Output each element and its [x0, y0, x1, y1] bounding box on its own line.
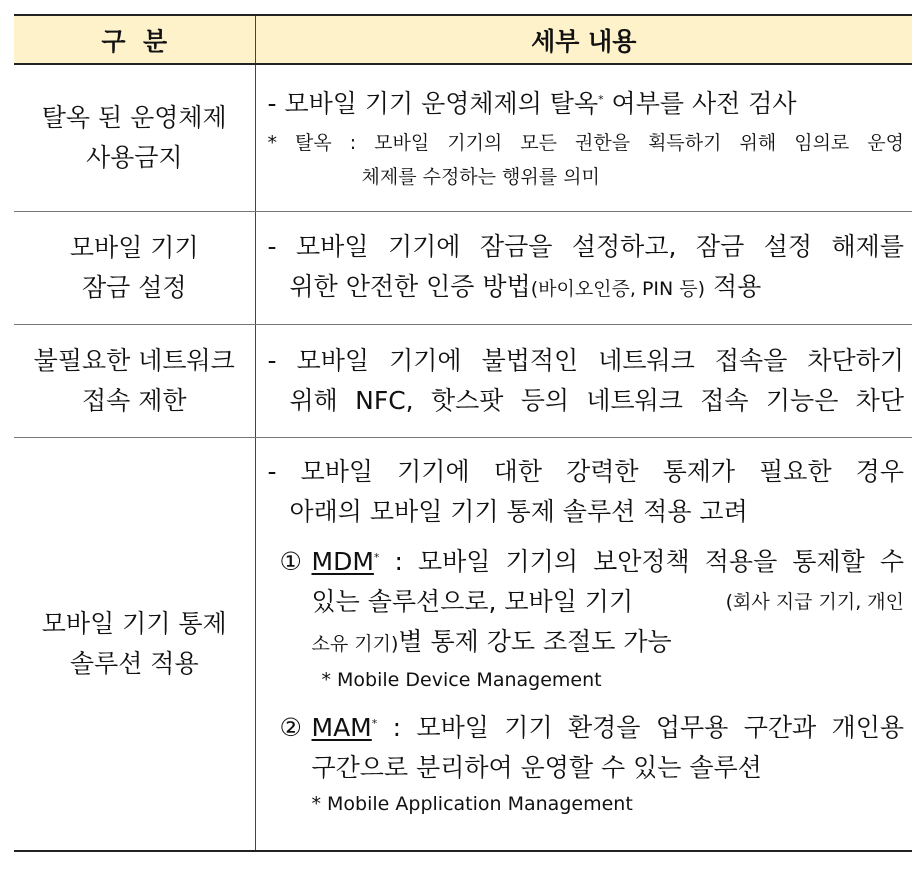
mdm-line: 소유 기기)별 통제 강도 조절도 가능 — [311, 626, 672, 656]
row-category: 모바일 기기 잠금 설정 — [14, 211, 255, 324]
mam-item: ② MAM* : 모바일 기기 환경을 업무용 구간과 개인용 — [279, 712, 904, 742]
detail-line: - 모바일 기기 운영체제의 탈옥* 여부를 사전 검사 — [267, 88, 797, 118]
row-details — [255, 64, 912, 211]
mam-line: 구간으로 분리하여 운영할 수 있는 솔루션 — [311, 752, 762, 782]
table-header-row — [14, 15, 912, 64]
row-category: 불필요한 네트워크 접속 제한 — [14, 324, 255, 437]
detail-line: 위한 안전한 인증 방법(바이오인증, PIN 등) 적용 — [289, 271, 762, 301]
table-row — [14, 437, 912, 851]
table-row — [14, 211, 912, 324]
header-details: 세부 내용 — [255, 15, 912, 64]
table-row — [14, 64, 912, 211]
mdm-item: ① MDM* : 모바일 기기의 보안정책 적용을 통제할 수 — [279, 546, 904, 576]
header-category: 구 분 — [14, 15, 255, 64]
row-details: - 모바일 기기에 대한 강력한 통제가 필요한 경우 아래의 모바일 기기 통제 솔루션 적용 고려 ① MDM* : 모바일 기기의 보안정책 적용을 통제할 수 있는 솔루션으로, 모바일 기기 (회사 지급 기기, 개인 소유 기기)별 통제 강도 조절도 가능 * Mobile Device Management ② MAM* : 모바일 기기 환경을 업무용 구간과 개인용 구간으로 분리하여 운영할 수 있는 솔루션 * Mobile Application Management — [255, 437, 912, 851]
security-policy-table — [14, 14, 912, 852]
row-details: - 모바일 기기에 불법적인 네트워크 접속을 차단하기 위해 NFC, 핫스팟 등의 네트워크 접속 기능은 차단 — [255, 324, 912, 437]
mdm-line: 있는 솔루션으로, 모바일 기기 (회사 지급 기기, 개인 — [311, 586, 904, 616]
mdm-footnote: * Mobile Device Management — [321, 668, 602, 691]
mam-footnote: * Mobile Application Management — [311, 792, 633, 815]
table-row — [14, 324, 912, 437]
row-details: - 모바일 기기에 잠금을 설정하고, 잠금 설정 해제를 위한 안전한 인증 방법(바이오인증, PIN 등) 적용 — [255, 211, 912, 324]
note: * 탈옥 : 모바일 기기의 모든 권한을 획득하기 위해 임의로 운영 체제를 수정하는 행위를 의미 — [267, 131, 904, 188]
row-category: 탈옥 된 운영체제 사용금지 — [14, 64, 255, 211]
row-category: 모바일 기기 통제 솔루션 적용 — [14, 437, 255, 851]
